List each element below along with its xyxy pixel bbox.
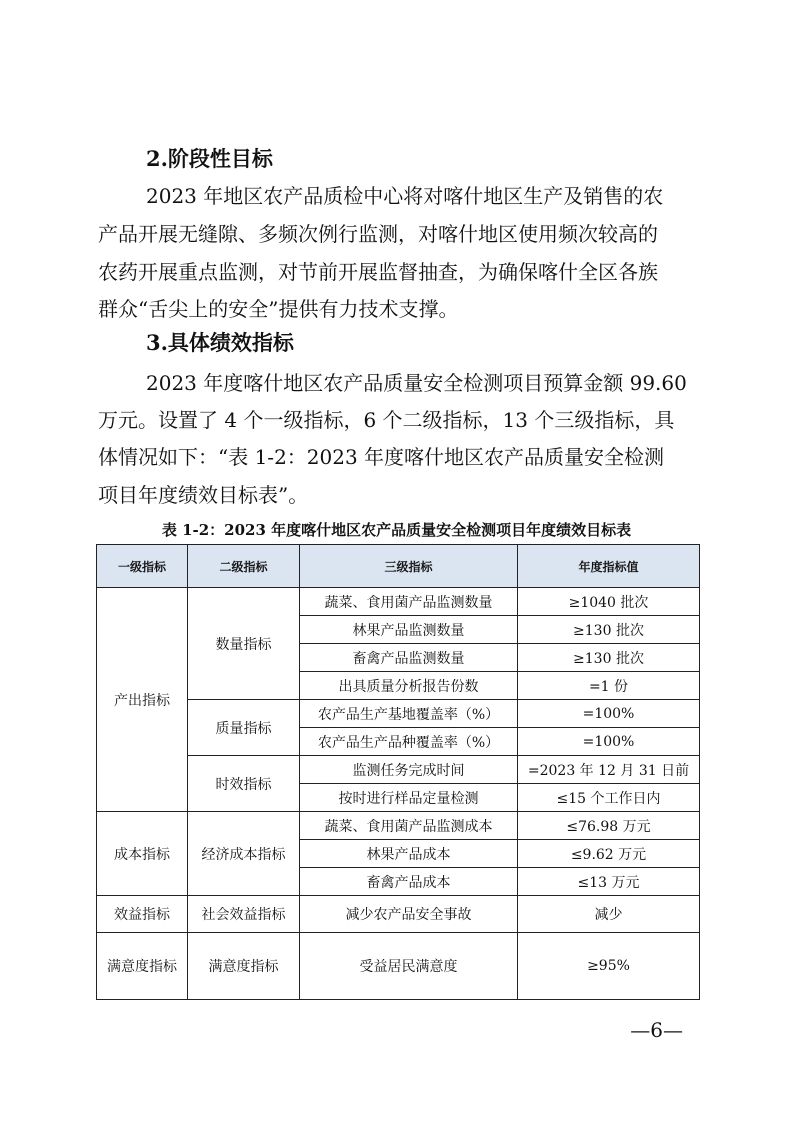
indicator-cell: 农产品生产品种覆盖率（%） xyxy=(300,728,518,756)
value-cell: ≥130 批次 xyxy=(518,644,700,672)
paragraph-line: 2023 年地区农产品质检中心将对喀什地区生产及销售的农 xyxy=(146,184,664,208)
paragraph-line: 农药开展重点监测，对节前开展监督抽查，为确保喀什全区各族 xyxy=(98,260,658,284)
value-cell: ≤9.62 万元 xyxy=(518,840,700,868)
level1-cell: 成本指标 xyxy=(97,812,188,896)
value-cell: =100% xyxy=(518,700,700,728)
value-cell: ≥1040 批次 xyxy=(518,588,700,616)
paragraph-line: 项目年度绩效目标表”。 xyxy=(98,483,309,507)
section-2-heading: 2.阶段性目标 xyxy=(146,146,273,171)
value-cell: =2023 年 12 月 31 日前 xyxy=(518,756,700,784)
table-row xyxy=(97,812,700,840)
level1-cell: 产出指标 xyxy=(97,588,188,812)
table-row xyxy=(97,588,700,616)
table-row xyxy=(97,933,700,1000)
header-cell: 二级指标 xyxy=(188,545,300,588)
table-caption: 表 1-2：2023 年度喀什地区农产品质量安全检测项目年度绩效目标表 xyxy=(161,521,632,539)
paragraph-line: 体情况如下：“表 1-2：2023 年度喀什地区农产品质量安全检测 xyxy=(98,445,665,469)
level2-cell: 经济成本指标 xyxy=(188,812,300,896)
section-3-heading: 3.具体绩效指标 xyxy=(146,330,294,355)
performance-table xyxy=(96,544,700,1000)
table-row xyxy=(97,896,700,933)
indicator-cell: 出具质量分析报告份数 xyxy=(300,672,518,700)
value-cell: ≤76.98 万元 xyxy=(518,812,700,840)
value-cell: =100% xyxy=(518,728,700,756)
header-cell: 年度指标值 xyxy=(518,545,700,588)
indicator-cell: 蔬菜、食用菌产品监测成本 xyxy=(300,812,518,840)
level2-cell: 社会效益指标 xyxy=(188,896,300,933)
indicator-cell: 受益居民满意度 xyxy=(300,933,518,1000)
value-cell: ≥130 批次 xyxy=(518,616,700,644)
level2-cell: 数量指标 xyxy=(188,588,300,700)
value-cell: ≤13 万元 xyxy=(518,868,700,896)
indicator-cell: 减少农产品安全事故 xyxy=(300,896,518,933)
indicator-cell: 监测任务完成时间 xyxy=(300,756,518,784)
indicator-cell: 林果产品成本 xyxy=(300,840,518,868)
table-row xyxy=(97,756,700,784)
value-cell: ≤15 个工作日内 xyxy=(518,784,700,812)
header-cell: 一级指标 xyxy=(97,545,188,588)
level2-cell: 时效指标 xyxy=(188,756,300,812)
indicator-cell: 畜禽产品成本 xyxy=(300,868,518,896)
paragraph-line: 产品开展无缝隙、多频次例行监测，对喀什地区使用频次较高的 xyxy=(98,222,658,246)
indicator-cell: 林果产品监测数量 xyxy=(300,616,518,644)
paragraph-line: 万元。设置了 4 个一级指标，6 个二级指标，13 个三级指标，具 xyxy=(98,408,675,432)
indicator-cell: 按时进行样品定量检测 xyxy=(300,784,518,812)
page-number: —6— xyxy=(630,1018,683,1042)
level1-cell: 满意度指标 xyxy=(97,933,188,1000)
indicator-cell: 畜禽产品监测数量 xyxy=(300,644,518,672)
paragraph-line: 群众“舌尖上的安全”提供有力技术支撑。 xyxy=(98,297,459,321)
level2-cell: 质量指标 xyxy=(188,700,300,756)
paragraph-line: 2023 年度喀什地区农产品质量安全检测项目预算金额 99.60 xyxy=(146,371,687,395)
level1-cell: 效益指标 xyxy=(97,896,188,933)
table-row xyxy=(97,700,700,728)
value-cell: 减少 xyxy=(518,896,700,933)
indicator-cell: 农产品生产基地覆盖率（%） xyxy=(300,700,518,728)
value-cell: =1 份 xyxy=(518,672,700,700)
indicator-cell: 蔬菜、食用菌产品监测数量 xyxy=(300,588,518,616)
table-header-row xyxy=(97,545,700,588)
level2-cell: 满意度指标 xyxy=(188,933,300,1000)
header-cell: 三级指标 xyxy=(300,545,518,588)
value-cell: ≥95% xyxy=(518,933,700,1000)
